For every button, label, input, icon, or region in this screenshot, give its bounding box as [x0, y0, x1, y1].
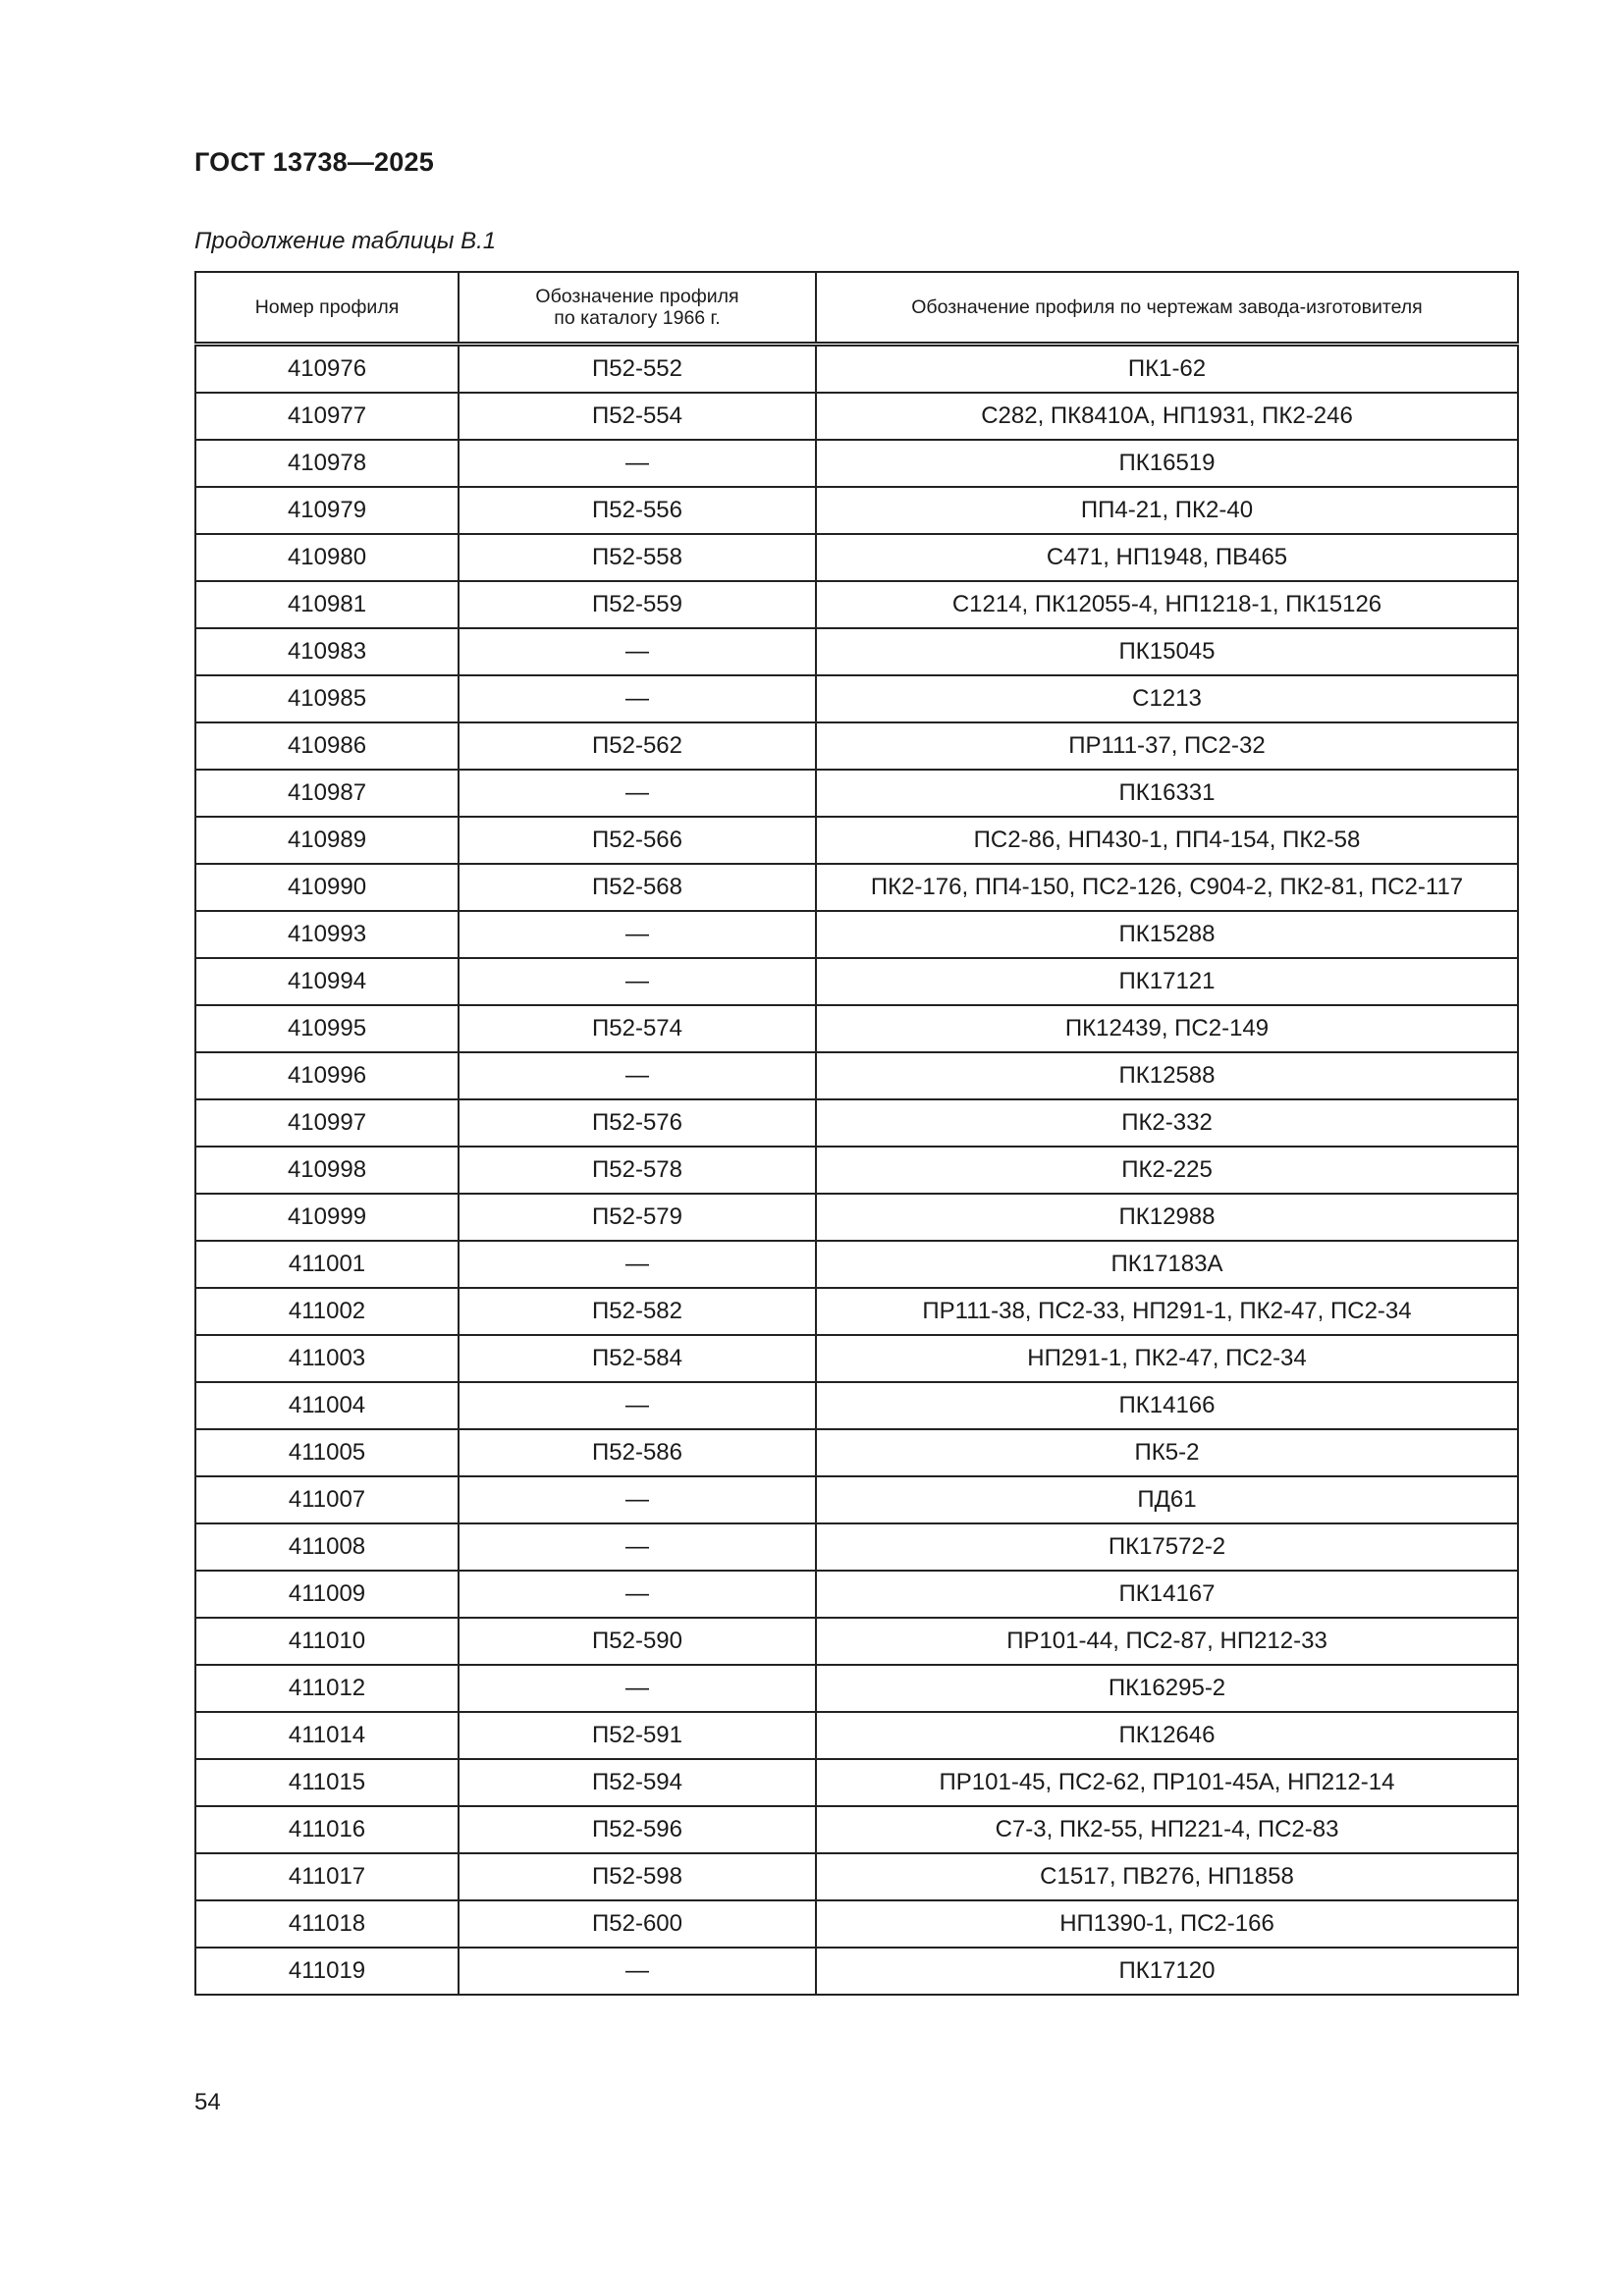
cell-profile-number: 410976 [195, 345, 459, 394]
cell-factory-designation: НП291-1, ПК2-47, ПС2-34 [816, 1335, 1518, 1382]
table-row [195, 1948, 1518, 1995]
table-body [195, 345, 1518, 1996]
cell-factory-designation: НП1390-1, ПС2-166 [816, 1900, 1518, 1948]
cell-profile-number: 410997 [195, 1099, 459, 1147]
cell-profile-number: 410995 [195, 1005, 459, 1052]
table-row [195, 534, 1518, 581]
cell-catalog-designation: П52-598 [459, 1853, 816, 1900]
cell-profile-number: 410977 [195, 393, 459, 440]
document-title: ГОСТ 13738—2025 [194, 147, 434, 177]
cell-profile-number: 410987 [195, 770, 459, 817]
table-row [195, 487, 1518, 534]
cell-catalog-designation: — [459, 958, 816, 1005]
cell-factory-designation: ПК17120 [816, 1948, 1518, 1995]
table-row [195, 1147, 1518, 1194]
table-row [195, 911, 1518, 958]
cell-profile-number: 410978 [195, 440, 459, 487]
table-header-row [195, 272, 1518, 345]
cell-factory-designation: ПК12439, ПС2-149 [816, 1005, 1518, 1052]
table-row [195, 1853, 1518, 1900]
cell-catalog-designation: П52-584 [459, 1335, 816, 1382]
cell-profile-number: 411017 [195, 1853, 459, 1900]
cell-factory-designation: ПК14167 [816, 1571, 1518, 1618]
table-row [195, 770, 1518, 817]
table-row [195, 1900, 1518, 1948]
cell-profile-number: 410990 [195, 864, 459, 911]
cell-catalog-designation: П52-591 [459, 1712, 816, 1759]
table-row [195, 1099, 1518, 1147]
table-caption: Продолжение таблицы В.1 [194, 228, 497, 254]
profiles-table [194, 271, 1519, 1996]
cell-factory-designation: ПК16519 [816, 440, 1518, 487]
cell-profile-number: 410986 [195, 722, 459, 770]
cell-catalog-designation: П52-554 [459, 393, 816, 440]
cell-catalog-designation: — [459, 440, 816, 487]
column-header-number: Номер профиля [195, 272, 459, 345]
cell-profile-number: 411002 [195, 1288, 459, 1335]
table-row [195, 722, 1518, 770]
cell-profile-number: 411004 [195, 1382, 459, 1429]
cell-catalog-designation: — [459, 1476, 816, 1523]
cell-factory-designation: ПР101-45, ПС2-62, ПР101-45А, НП212-14 [816, 1759, 1518, 1806]
cell-profile-number: 410993 [195, 911, 459, 958]
cell-catalog-designation: П52-586 [459, 1429, 816, 1476]
cell-profile-number: 410980 [195, 534, 459, 581]
cell-factory-designation: С1213 [816, 675, 1518, 722]
cell-profile-number: 410985 [195, 675, 459, 722]
table-row [195, 1241, 1518, 1288]
cell-profile-number: 410996 [195, 1052, 459, 1099]
cell-profile-number: 410989 [195, 817, 459, 864]
cell-catalog-designation: П52-594 [459, 1759, 816, 1806]
cell-factory-designation: ПП4-21, ПК2-40 [816, 487, 1518, 534]
cell-factory-designation: ПК15045 [816, 628, 1518, 675]
table-row [195, 581, 1518, 628]
table-row [195, 958, 1518, 1005]
cell-profile-number: 411007 [195, 1476, 459, 1523]
cell-factory-designation: ПК17183А [816, 1241, 1518, 1288]
cell-catalog-designation: — [459, 1948, 816, 1995]
cell-factory-designation: ПК14166 [816, 1382, 1518, 1429]
table-row [195, 1759, 1518, 1806]
cell-factory-designation: С471, НП1948, ПВ465 [816, 534, 1518, 581]
table-row [195, 393, 1518, 440]
cell-factory-designation: ПК12646 [816, 1712, 1518, 1759]
cell-factory-designation: ПС2-86, НП430-1, ПП4-154, ПК2-58 [816, 817, 1518, 864]
table-row [195, 440, 1518, 487]
cell-catalog-designation: П52-552 [459, 345, 816, 394]
cell-factory-designation: ПК16331 [816, 770, 1518, 817]
cell-catalog-designation: — [459, 1523, 816, 1571]
cell-catalog-designation: П52-596 [459, 1806, 816, 1853]
table-row [195, 1005, 1518, 1052]
cell-catalog-designation: П52-576 [459, 1099, 816, 1147]
table-row [195, 345, 1518, 394]
cell-factory-designation: С1517, ПВ276, НП1858 [816, 1853, 1518, 1900]
cell-factory-designation: С1214, ПК12055-4, НП1218-1, ПК15126 [816, 581, 1518, 628]
cell-catalog-designation: П52-600 [459, 1900, 816, 1948]
table-row [195, 1335, 1518, 1382]
table-row [195, 1523, 1518, 1571]
cell-profile-number: 411014 [195, 1712, 459, 1759]
cell-factory-designation: ПК2-176, ПП4-150, ПС2-126, С904-2, ПК2-81, ПС2-117 [816, 864, 1518, 911]
cell-factory-designation: ПК2-332 [816, 1099, 1518, 1147]
cell-catalog-designation: П52-562 [459, 722, 816, 770]
cell-profile-number: 411019 [195, 1948, 459, 1995]
cell-factory-designation: ПР111-37, ПС2-32 [816, 722, 1518, 770]
cell-factory-designation: ПК12588 [816, 1052, 1518, 1099]
table-row [195, 628, 1518, 675]
cell-catalog-designation: — [459, 675, 816, 722]
cell-factory-designation: ПК17121 [816, 958, 1518, 1005]
cell-factory-designation: ПК1-62 [816, 345, 1518, 394]
table-row [195, 817, 1518, 864]
cell-profile-number: 411001 [195, 1241, 459, 1288]
cell-factory-designation: ПК12988 [816, 1194, 1518, 1241]
cell-profile-number: 411003 [195, 1335, 459, 1382]
cell-catalog-designation: П52-578 [459, 1147, 816, 1194]
cell-factory-designation: ПК17572-2 [816, 1523, 1518, 1571]
cell-factory-designation: ПК5-2 [816, 1429, 1518, 1476]
table-row [195, 864, 1518, 911]
cell-factory-designation: ПД61 [816, 1476, 1518, 1523]
cell-catalog-designation: П52-579 [459, 1194, 816, 1241]
cell-catalog-designation: — [459, 1665, 816, 1712]
table-row [195, 1806, 1518, 1853]
cell-profile-number: 410981 [195, 581, 459, 628]
column-header-catalog [459, 272, 816, 345]
cell-profile-number: 411010 [195, 1618, 459, 1665]
cell-catalog-designation: П52-556 [459, 487, 816, 534]
cell-catalog-designation: П52-559 [459, 581, 816, 628]
cell-catalog-designation: — [459, 1571, 816, 1618]
cell-factory-designation: С7-3, ПК2-55, НП221-4, ПС2-83 [816, 1806, 1518, 1853]
table-row [195, 1288, 1518, 1335]
table-row [195, 1382, 1518, 1429]
cell-catalog-designation: П52-566 [459, 817, 816, 864]
cell-profile-number: 411008 [195, 1523, 459, 1571]
cell-catalog-designation: — [459, 1241, 816, 1288]
cell-factory-designation: ПК2-225 [816, 1147, 1518, 1194]
cell-profile-number: 411012 [195, 1665, 459, 1712]
column-header-factory: Обозначение профиля по чертежам завода-изготовителя [816, 272, 1518, 345]
cell-profile-number: 411005 [195, 1429, 459, 1476]
cell-profile-number: 411018 [195, 1900, 459, 1948]
cell-factory-designation: ПР101-44, ПС2-87, НП212-33 [816, 1618, 1518, 1665]
cell-factory-designation: ПК15288 [816, 911, 1518, 958]
page-number: 54 [194, 2089, 221, 2115]
cell-profile-number: 411015 [195, 1759, 459, 1806]
table-row [195, 675, 1518, 722]
table-row [195, 1712, 1518, 1759]
cell-catalog-designation: — [459, 1052, 816, 1099]
table-row [195, 1571, 1518, 1618]
cell-profile-number: 410998 [195, 1147, 459, 1194]
cell-catalog-designation: П52-590 [459, 1618, 816, 1665]
table-row [195, 1194, 1518, 1241]
column-header-catalog-line2: по каталогу 1966 г. [554, 307, 721, 329]
cell-catalog-designation: — [459, 770, 816, 817]
cell-factory-designation: ПР111-38, ПС2-33, НП291-1, ПК2-47, ПС2-34 [816, 1288, 1518, 1335]
cell-factory-designation: С282, ПК8410А, НП1931, ПК2-246 [816, 393, 1518, 440]
cell-factory-designation: ПК16295-2 [816, 1665, 1518, 1712]
table-row [195, 1476, 1518, 1523]
cell-catalog-designation: — [459, 1382, 816, 1429]
cell-profile-number: 411016 [195, 1806, 459, 1853]
column-header-catalog-line1: Обозначение профиля [535, 286, 739, 307]
table-row [195, 1429, 1518, 1476]
cell-catalog-designation: П52-568 [459, 864, 816, 911]
table-row [195, 1618, 1518, 1665]
cell-profile-number: 410999 [195, 1194, 459, 1241]
cell-profile-number: 411009 [195, 1571, 459, 1618]
cell-catalog-designation: — [459, 911, 816, 958]
cell-catalog-designation: П52-574 [459, 1005, 816, 1052]
cell-profile-number: 410983 [195, 628, 459, 675]
table-row [195, 1665, 1518, 1712]
table-row [195, 1052, 1518, 1099]
cell-profile-number: 410979 [195, 487, 459, 534]
cell-catalog-designation: П52-558 [459, 534, 816, 581]
cell-catalog-designation: — [459, 628, 816, 675]
cell-profile-number: 410994 [195, 958, 459, 1005]
cell-catalog-designation: П52-582 [459, 1288, 816, 1335]
